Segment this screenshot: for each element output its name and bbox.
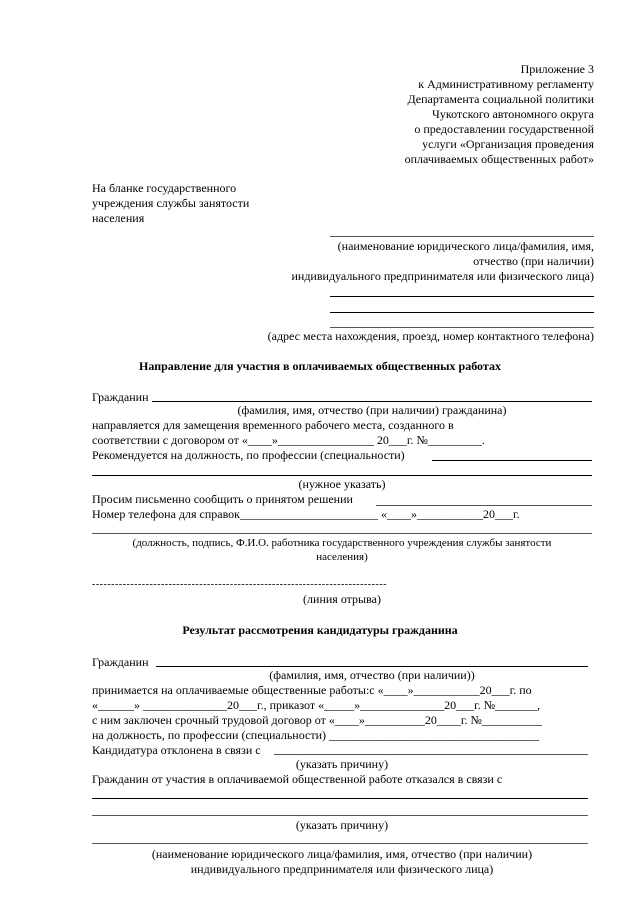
- appendix-line: оплачиваемых общественных работ»: [404, 152, 594, 166]
- decision-line: [376, 505, 592, 506]
- letterhead-line: населения: [92, 211, 145, 225]
- reason-caption-2: (указать причину): [295, 818, 389, 832]
- employer-caption: индивидуального предпринимателя или физического лица): [190, 862, 494, 876]
- employer-line: [92, 843, 588, 844]
- citizen-name-line-2: [156, 666, 588, 667]
- section-title-result: Результат рассмотрения кандидатуры гражданина: [182, 623, 458, 637]
- rejected-label: Кандидатура отклонена в связи с: [92, 743, 261, 757]
- body-text: принимается на оплачиваемые общественные работы:с «____»___________20___г. по: [92, 683, 532, 697]
- recipient-caption: (наименование юридического лица/фамилия, имя,: [337, 239, 594, 253]
- signature-caption: населения): [316, 551, 368, 563]
- specify-caption: (нужное указать): [298, 477, 386, 491]
- letterhead-line: На бланке государственного: [92, 181, 237, 195]
- employer-caption: (наименование юридического лица/фамилия, имя, отчество (при наличии): [151, 847, 533, 861]
- citizen-label-2: Гражданин: [92, 655, 149, 669]
- body-text: с ним заключен срочный трудовой договор от «____»__________20____г. №__________: [92, 713, 542, 727]
- citizen-caption: (фамилия, имя, отчество (при наличии) гражданина): [237, 403, 507, 417]
- body-text: «______» ______________20___г., приказот «_____»______________20___г. №_______,: [92, 698, 541, 712]
- recipient-address-line: [330, 312, 594, 313]
- appendix-line: Чукотского автономного округа: [432, 107, 594, 121]
- signature-caption: (должность, подпись, Ф.И.О. работника государственного учреждения службы занятости: [132, 537, 552, 549]
- position-line: [432, 460, 592, 461]
- refuse-reason-line: [92, 815, 588, 816]
- body-text: направляется для замещения временного рабочего места, созданного в: [92, 418, 454, 432]
- reason-caption: (указать причину): [295, 757, 389, 771]
- recommended-label: Рекомендуется на должность, по профессии (специальности): [92, 448, 408, 462]
- phone-label: Номер телефона для справок_______________________ «____»___________20___г.: [92, 507, 520, 521]
- recipient-address-line: [330, 296, 594, 297]
- address-caption: (адрес места нахождения, проезд, номер контактного телефона): [267, 329, 594, 343]
- recipient-address-line: [330, 327, 594, 328]
- appendix-line: к Административному регламенту: [418, 77, 594, 91]
- recipient-caption: отчество (при наличии): [473, 254, 594, 268]
- request-label: Просим письменно сообщить о принятом решении: [92, 492, 353, 506]
- section-title-referral: Направление для участия в оплачиваемых общественных работах: [139, 359, 501, 373]
- signature-line: [92, 533, 592, 534]
- tear-line: -----------------------------------------------------------------------------: [92, 579, 387, 590]
- body-text: соответствии с договором от «____»________________ 20___г. №_________.: [92, 433, 485, 447]
- letterhead-line: учреждения службы занятости: [92, 196, 250, 210]
- citizen-name-line: [152, 401, 592, 402]
- reject-reason-line: [274, 754, 588, 755]
- appendix-line: Департамента социальной политики: [407, 92, 594, 106]
- appendix-line: о предоставлении государственной: [414, 122, 594, 136]
- refuse-reason-line: [92, 798, 588, 799]
- appendix-line: Приложение 3: [520, 62, 594, 76]
- recipient-caption: индивидуального предпринимателя или физического лица): [291, 269, 594, 283]
- recipient-name-line: [330, 236, 594, 237]
- citizen-caption-2: (фамилия, имя, отчество (при наличии)): [269, 668, 475, 682]
- position-line: [92, 475, 592, 476]
- citizen-label: Гражданин: [92, 390, 149, 404]
- body-text: на должность, по профессии (специальности) ___________________________________: [92, 728, 539, 742]
- refused-label: Гражданин от участия в оплачиваемой общественной работе отказался в связи с: [92, 772, 503, 786]
- appendix-line: услуги «Организация проведения: [422, 137, 594, 151]
- tear-caption: (линия отрыва): [303, 592, 381, 606]
